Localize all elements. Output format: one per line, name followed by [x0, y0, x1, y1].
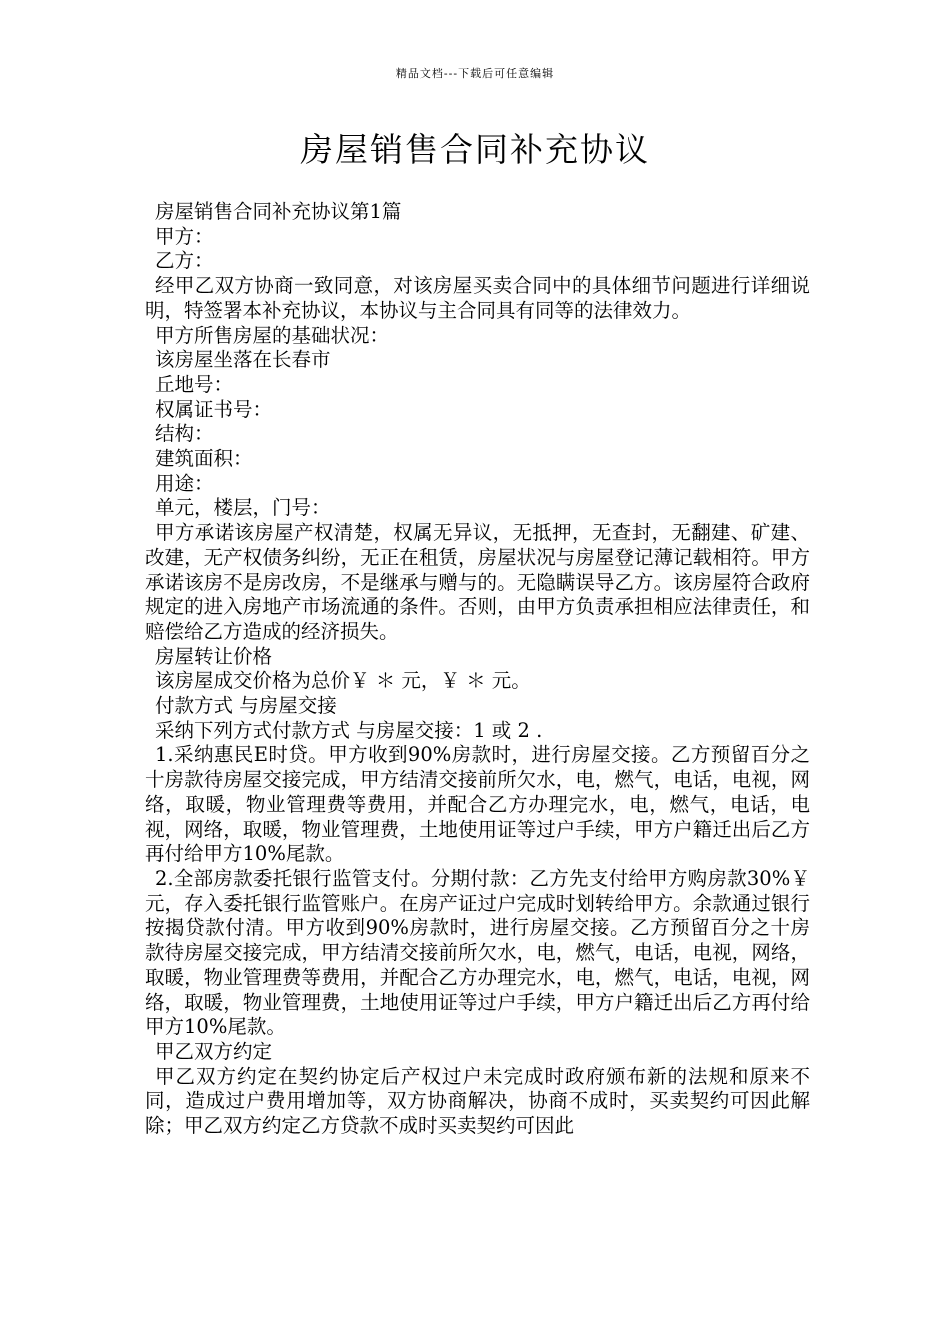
document-title: 房屋销售合同补充协议 [300, 130, 650, 169]
paragraph: 2.全部房款委托银行监管支付。分期付款：乙方先支付给甲方购房款30%￥ 元，存入委托银行监管账户。在房产证过户完成时划转给甲方。余款通过银行按揭贷款付清。甲方收到90%房款时，进行房屋交接。乙方预留百分之十房款待房屋交接完成，甲方结清交接前所欠水，电，燃气，电话，电视，网络，取暖，物业管理费等费用，并配合乙方办理完水，电，燃气，电话，电视，网络，取暖，物业管理费，土地使用证等过户手续，甲方户籍迁出后乙方再付给甲方10%尾款。 [145, 866, 810, 1039]
paragraph: 付款方式 与房屋交接 [155, 694, 337, 718]
paragraph: 丘地号： [155, 372, 234, 396]
paragraph: 采纳下列方式付款方式 与房屋交接：1 或 2 . [155, 718, 543, 742]
paragraph: 甲方： [155, 224, 214, 248]
paragraph: 权属证书号： [155, 397, 273, 421]
paragraph: 单元，楼层，门号： [155, 496, 331, 520]
paragraph: 建筑面积： [155, 447, 253, 471]
paragraph: 结构： [155, 422, 214, 446]
paragraph: 甲乙双方约定 [155, 1039, 273, 1063]
paragraph: 该房屋成交价格为总价￥ ＊ 元，￥ ＊ 元。 [155, 669, 531, 693]
document-body [145, 200, 810, 1139]
paragraph: 经甲乙双方协商一致同意，对该房屋买卖合同中的具体细节问题进行详细说明，特签署本补充协议，本协议与主合同具有同等的法律效力。 [145, 274, 810, 322]
paragraph: 甲乙双方约定在契约协定后产权过户未完成时政府颁布新的法规和原来不同，造成过户费用增加等，双方协商解决，协商不成时，买卖契约可因此解除；甲乙双方约定乙方贷款不成时买卖契约可因此 [145, 1064, 810, 1138]
paragraph: 甲方承诺该房屋产权清楚，权属无异议，无抵押，无查封，无翻建、矿建、改建，无产权债务纠纷，无正在租赁，房屋状况与房屋登记薄记载相符。甲方承诺该房不是房改房，不是继承与赠与的。无隐瞒误导乙方。该房屋符合政府规定的进入房地产市场流通的条件。否则，由甲方负责承担相应法律责任，和赔偿给乙方造成的经济损失。 [145, 521, 810, 643]
paragraph: 房屋转让价格 [155, 644, 273, 668]
paragraph: 房屋销售合同补充协议第1篇 [155, 200, 402, 223]
paragraph: 乙方： [155, 249, 214, 273]
paragraph: 甲方所售房屋的基础状况： [155, 323, 390, 347]
paragraph: 用途： [155, 471, 214, 495]
header-note: 精品文档---下载后可任意编辑 [395, 67, 555, 80]
paragraph: 1.采纳惠民E时贷。甲方收到90%房款时，进行房屋交接。乙方预留百分之十房款待房屋交接完成，甲方结清交接前所欠水，电，燃气，电话，电视，网络，取暖，物业管理费等费用，并配合乙方办理完水，电，燃气，电话，电视，网络，取暖，物业管理费，土地使用证等过户手续，甲方户籍迁出后乙方再付给甲方10%尾款。 [145, 743, 810, 866]
paragraph: 该房屋坐落在长春市 [155, 348, 331, 372]
